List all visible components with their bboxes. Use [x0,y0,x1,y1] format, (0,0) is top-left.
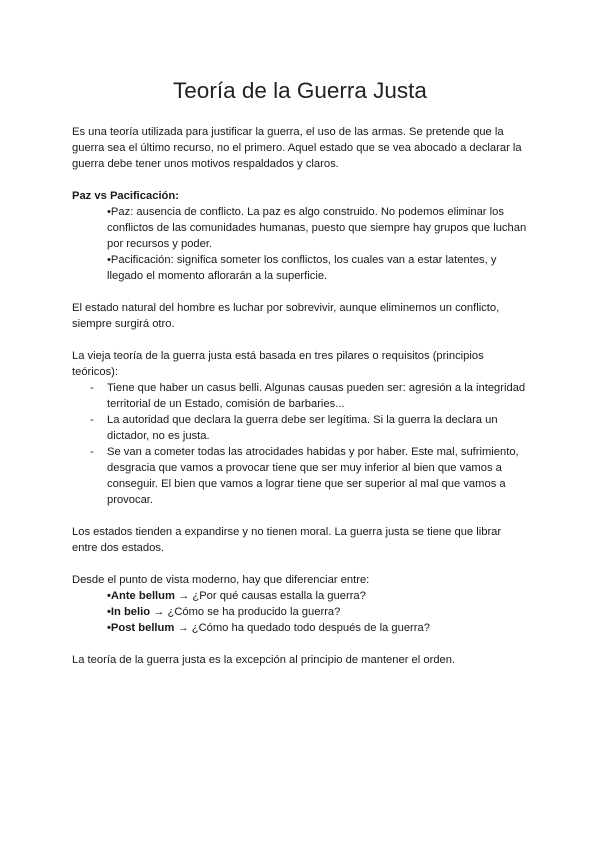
document-title: Teoría de la Guerra Justa [173,78,427,103]
list-item-text: Tiene que haber un casus belli. Algunas causas pueden ser: agresión a la integridad territorial de un Estado, comisión de barbaries... [107,382,526,410]
paz-item: •Paz: ausencia de conflicto. La paz es algo construido. No podemos eliminar los conflictos de las comunidades humanas, puesto que siempre hay grupos que luchan por recursos y poder. [107,206,527,250]
list-item-text: Se van a cometer todas las atrocidades habidas y por haber. Este mal, sufrimiento, desgracia que vamos a provocar tiene que ser muy inferior al bien que vamos a conseguir. El bien que vamos a lograr tiene que ser superior al mal que vamos a provocar. [107,446,519,506]
vieja-teoria-intro: La vieja teoría de la guerra justa está basada en tres pilares o requisitos (principios teóricos): [72,350,484,378]
dash-marker: - [90,414,94,426]
list-item [107,620,528,636]
moderno-intro: Desde el punto de vista moderno, hay que diferenciar entre: [72,574,370,586]
moderno-list [72,588,528,636]
post-bellum-text: → ¿Cómo ha quedado todo después de la guerra? [174,622,430,634]
list-item [72,412,528,444]
dash-marker: - [90,446,94,458]
list-item [72,380,528,412]
in-belio-term: •In belio [107,606,151,618]
estados-paragraph: Los estados tienden a expandirse y no tienen moral. La guerra justa se tiene que librar entre dos estados. [72,526,502,554]
paz-list [72,204,528,284]
intro-paragraph: Es una teoría utilizada para justificar la guerra, el uso de las armas. Se pretende que la guerra sea el último recurso, no el primero. Aquel estado que se vea abocado a declarar la guerra debe tener unos motivos respaldados y claros. [72,126,522,170]
pacificacion-item: •Pacificación: significa someter los conflictos, los cuales van a estar latentes, y llegado el momento aflorarán a la superficie. [107,254,497,282]
list-item [107,604,528,620]
post-bellum-term: •Post bellum [107,622,175,634]
list-item-text: La autoridad que declara la guerra debe ser legítima. Si la guerra la declara un dictador, no es justa. [107,414,498,442]
in-belio-text: → ¿Cómo se ha producido la guerra? [150,606,341,618]
ante-bellum-text: → ¿Por qué causas estalla la guerra? [174,590,366,602]
estado-natural-paragraph: El estado natural del hombre es luchar por sobrevivir, aunque eliminemos un conflicto, siempre surgirá otro. [72,302,500,330]
ante-bellum-term: •Ante bellum [107,590,175,602]
conclusion-paragraph: La teoría de la guerra justa es la excepción al principio de mantener el orden. [72,654,456,666]
pilares-list [72,380,528,508]
paz-heading: Paz vs Pacificación: [72,190,179,202]
dash-marker: - [90,382,94,394]
list-item [72,444,528,508]
list-item [107,588,528,604]
